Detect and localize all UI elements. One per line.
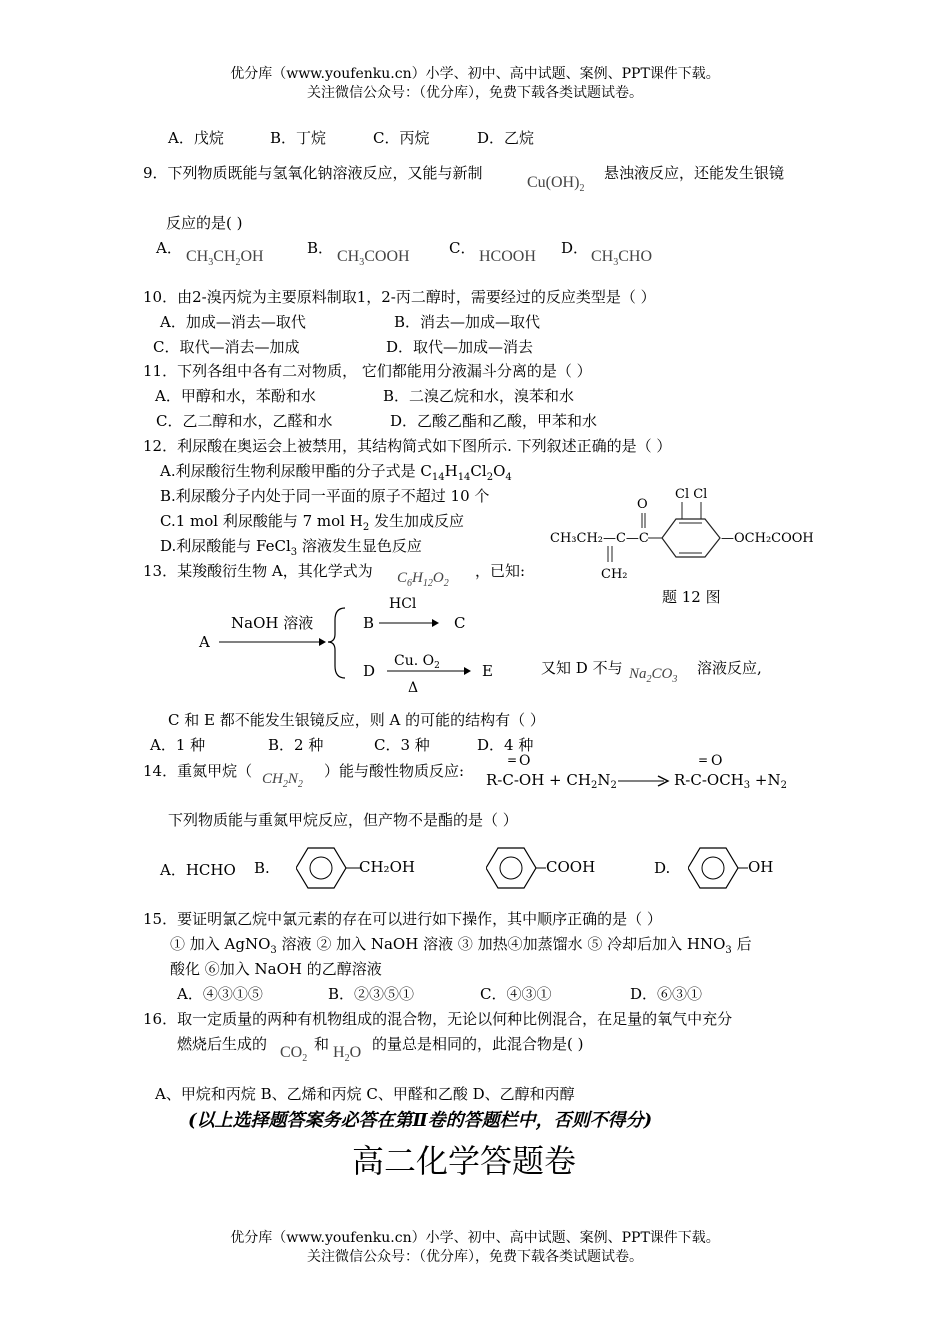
q11-option-c: C．乙二醇和水，乙醛和水: [156, 412, 333, 430]
q15-option-c: C．④③①: [480, 985, 552, 1003]
q13-option-d: D．4 种: [477, 736, 534, 754]
answer-sheet-title: 高二化学答题卷: [352, 1142, 577, 1180]
q13-line2: C 和 E 都不能发生银镜反应，则 A 的可能的结构有（ ）: [168, 711, 545, 729]
q12-option-a: A.利尿酸衍生物利尿酸甲酯的分子式是 $C_{14}H_{14}Cl_2O_4$: [160, 462, 512, 483]
q9-label-c: C．: [449, 239, 476, 257]
svg-text:=: =: [507, 753, 518, 767]
header-line-2: 关注微信公众号：（优分库），免费下载各类试题试卷。: [307, 85, 643, 101]
q12-option-d: D.利尿酸能与 FeCl$_3$ 溶液发生显色反应: [160, 537, 422, 558]
q14-rhs-o: O: [711, 753, 723, 769]
q12-option-b: B.利尿酸分子内处于同一平面的原子不超过 10 个: [160, 487, 490, 505]
q15-option-a: A．④③①⑤: [177, 985, 263, 1003]
q9-label-b: B．: [307, 239, 334, 257]
q10-stem: 10．由2-溴丙烷为主要原料制取1，2-丙二醇时，需要经过的反应类型是（ ）: [143, 288, 656, 306]
q15-option-d: D．⑥③①: [630, 985, 703, 1003]
q9-formula-a: $CH_3CH_2OH$: [186, 248, 264, 268]
q9-formula-d: $CH_3CHO$: [591, 248, 653, 268]
q9-stem: 9．下列物质既能与氢氧化钠溶液反应，又能与新制: [143, 164, 483, 182]
q9-label-d: D．: [561, 239, 589, 257]
fig-o-label: O: [637, 497, 648, 512]
q10-option-d: D．取代—加成—消去: [386, 338, 534, 356]
q13-also-formula: $Na_2CO_3$: [629, 666, 678, 685]
q13-option-c: C．3 种: [374, 736, 430, 754]
q10-option-c: C．取代—消去—加成: [153, 338, 300, 356]
scheme-a: A: [199, 633, 210, 651]
answer-note: (以上选择题答案务必答在第Ⅱ卷的答题栏中，否则不得分): [188, 1110, 653, 1131]
q8-option-b: B．丁烷: [270, 129, 327, 147]
q14-option-b-label: B.: [254, 859, 270, 877]
q9-formula-c: HCOOH: [479, 248, 536, 265]
q14-stem2: 下列物质能与重氮甲烷反应，但产物不是酯的是（ ）: [168, 811, 518, 829]
q14-c-group: COOH: [546, 858, 596, 876]
fig-cl-label: Cl Cl: [675, 487, 708, 502]
q13-reaction-scheme: [195, 590, 525, 700]
q14-option-a: A．HCHO: [160, 861, 236, 879]
q8-option-a: A．戊烷: [168, 129, 224, 147]
footer-line-1: 优分库（www.youfenku.cn）小学、初中、高中试题、案例、PPT课件下载。: [230, 1230, 720, 1246]
q14-formula: $CH_2N_2$: [262, 771, 303, 790]
q13-option-b: B．2 种: [268, 736, 324, 754]
q14-benzoic-acid-structure: [486, 844, 606, 892]
q11-option-d: D．乙酸乙酯和乙酸，甲苯和水: [390, 412, 598, 430]
q14-d-group: OH: [748, 858, 774, 876]
svg-text:=: =: [698, 753, 709, 767]
q14-stem-after: ）能与酸性物质反应:: [324, 762, 465, 780]
q13-also-before: 又知 D 不与: [541, 659, 623, 677]
q15-option-b: B．②③⑤①: [328, 985, 415, 1003]
fig-right-group: —OCH₂COOH: [721, 531, 814, 546]
q15-line3: 酸化 ⑥加入 NaOH 的乙醇溶液: [170, 960, 382, 978]
q11-option-b: B．二溴乙烷和水，溴苯和水: [383, 387, 575, 405]
q13-formula: $C_6H_{12}O_2$: [397, 570, 449, 589]
q12-figure-caption: 题 12 图: [662, 588, 721, 606]
scheme-c: C: [454, 614, 466, 632]
q14-phenol-structure: [688, 844, 788, 892]
scheme-d: D: [363, 662, 376, 680]
q10-option-a: A．加成—消去—取代: [160, 313, 306, 331]
q14-stem: 14．重氮甲烷（: [143, 762, 253, 780]
q11-stem: 11．下列各组中各有二对物质， 它们都能用分液漏斗分离的是（ ）: [143, 362, 592, 380]
header-line-1: 优分库（www.youfenku.cn）小学、初中、高中试题、案例、PPT课件下载。: [230, 66, 720, 82]
q9-reagent: $Cu(OH)_2$: [527, 174, 585, 194]
q10-option-b: B．消去—加成—取代: [394, 313, 541, 331]
q12-stem: 12．利尿酸在奥运会上被禁用，其结构简式如下图所示. 下列叙述正确的是（ ）: [143, 437, 672, 455]
q14-lhs-o: O: [519, 753, 531, 769]
q14-benzyl-alcohol-structure: [296, 844, 416, 892]
scheme-hcl: HCl: [389, 596, 417, 612]
q12-structure-figure: [545, 478, 835, 586]
q16-stem: 16．取一定质量的两种有机物组成的混合物，无论以何种比例混合，在足量的氧气中充分: [143, 1010, 733, 1028]
q14-lhs: $R-C-OH + CH_2N_2$: [486, 771, 617, 791]
q16-options: A、甲烷和丙烷 B、乙烯和丙烷 C、甲醛和乙酸 D、乙醇和丙醇: [155, 1085, 575, 1103]
q13-stem-after: ，已知:: [475, 562, 526, 580]
scheme-cuo2: Cu. $O_2$: [394, 653, 440, 671]
q14-option-d-label: D.: [654, 859, 671, 877]
q13-also-after: 溶液反应,: [697, 659, 762, 677]
q9-formula-b: $CH_3COOH$: [337, 248, 410, 268]
fig-left-group: CH₃CH₂—C—C: [550, 531, 649, 546]
q8-option-c: C．丙烷: [373, 129, 430, 147]
scheme-e: E: [482, 662, 493, 680]
scheme-b: B: [363, 614, 375, 632]
footer-line-2: 关注微信公众号：（优分库），免费下载各类试题试卷。: [307, 1249, 643, 1265]
fig-ch2-label: CH₂: [601, 567, 628, 582]
q8-option-d: D．乙烷: [477, 129, 535, 147]
q9-stem-after: 悬浊液反应，还能发生银镜: [604, 164, 785, 182]
q12-option-c: C.1 mol 利尿酸能与 7 mol $H_2$ 发生加成反应: [160, 512, 464, 533]
q13-stem: 13．某羧酸衍生物 A，其化学式为: [143, 562, 373, 580]
q16-and: 和: [314, 1035, 330, 1053]
q14-b-group: CH₂OH: [359, 858, 415, 876]
q16-line2-before: 燃烧后生成的: [177, 1035, 268, 1053]
q14-reaction: [482, 750, 802, 796]
q16-line2-after: 的量总是相同的，此混合物是( ): [372, 1035, 584, 1053]
scheme-delta: Δ: [408, 680, 419, 696]
q16-h2o: $H_2O$: [333, 1044, 362, 1064]
q15-line2: ① 加入 AgNO$_3$ 溶液 ② 加入 NaOH 溶液 ③ 加热④加蒸馏水 ⑤ 冷却后加入 $HNO_3$ 后: [170, 935, 752, 956]
q14-rhs: $R-C-OCH_3 +N_2$: [674, 771, 787, 791]
q11-option-a: A．甲醇和水，苯酚和水: [155, 387, 316, 405]
q16-co2: $CO_2$: [280, 1044, 308, 1064]
q9-label-a: A．: [156, 239, 182, 257]
scheme-naoh: NaOH 溶液: [231, 614, 314, 632]
q15-stem: 15．要证明氯乙烷中氯元素的存在可以进行如下操作，其中顺序正确的是（ ）: [143, 910, 662, 928]
q9-stem-line2: 反应的是( ): [166, 214, 243, 232]
q13-option-a: A．1 种: [150, 736, 206, 754]
